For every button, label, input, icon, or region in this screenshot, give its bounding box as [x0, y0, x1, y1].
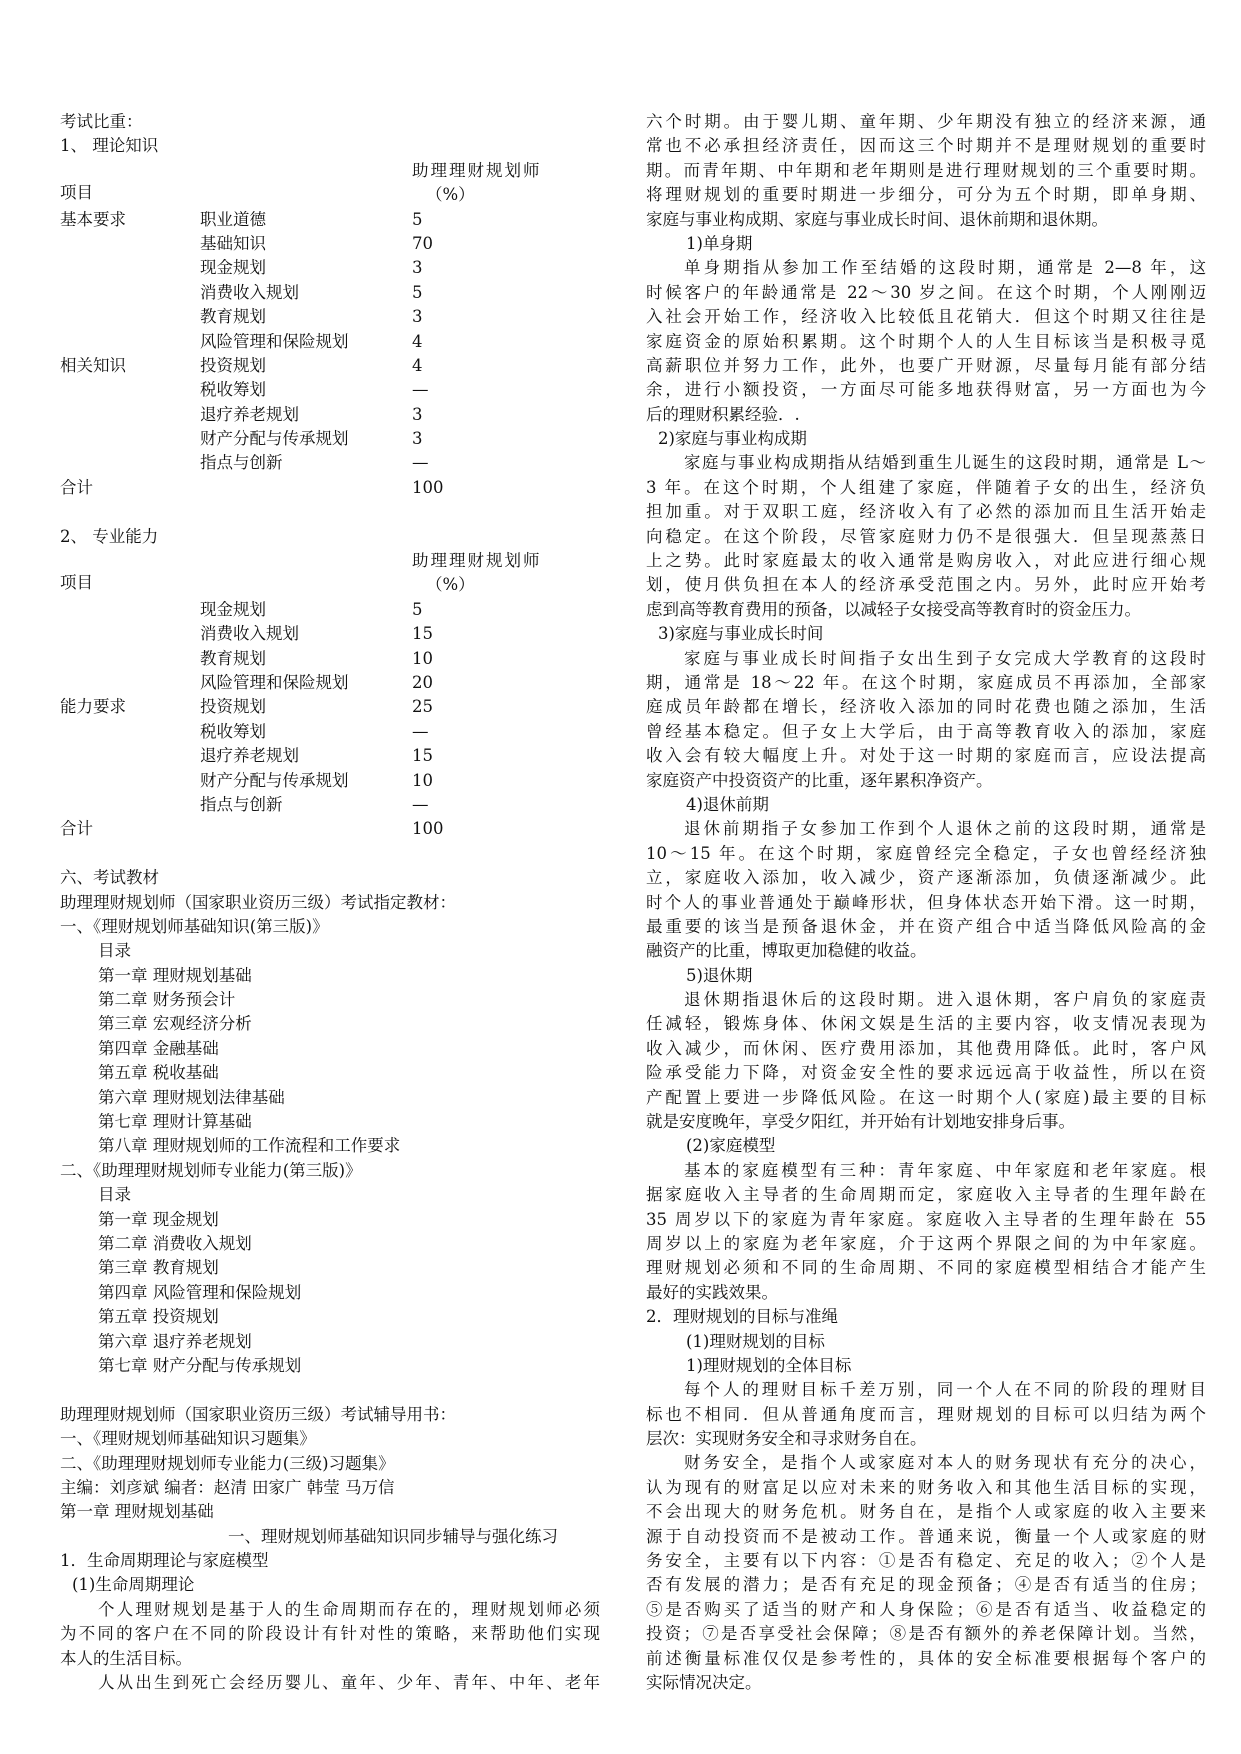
paragraph-line: 3 年。在这个时期，个人组建了家庭，伴随着子女的出生，经济负 [646, 477, 1206, 497]
guide-title: 助理理财规划师（国家职业资历三级）考试辅导用书： [60, 1404, 456, 1424]
paragraph-line: 家庭资产中投资资产的比重，逐年累积净资产。 [646, 770, 993, 790]
paragraph-line: 险承受能力下降，对资金安全性的要求远远高于收益性，所以在资 [646, 1063, 1206, 1083]
practice-title: 一、理财规划师基础知识同步辅导与强化练习 [228, 1526, 558, 1546]
table-row [60, 354, 600, 378]
row-value: — [412, 453, 429, 473]
ability-heading: 2、 专业能力 [60, 526, 159, 546]
paragraph-line: 前述衡量标准仅仅是参考性的，具体的安全标准要根据每个客户的 [646, 1648, 1206, 1668]
ability-total-row [60, 817, 600, 841]
row-value: 10 [412, 648, 433, 668]
life-stages-paragraph-start: 人从出生到死亡会经历婴儿、童年、少年、青年、中年、老年 [98, 1673, 600, 1693]
paragraph-line: 财务安全，是指个人或家庭对本人的财务现状有充分的决心， [684, 1453, 1206, 1473]
paragraph-line: 务安全，主要有以下内容：①是否有稳定、充足的收入；②个人是 [646, 1551, 1206, 1571]
paragraph-line: 单身期指从参加工作至结婚的这段时期，通常是 2—8 年，这 [684, 258, 1206, 278]
paragraph-line: 家庭与事业构成期、家庭与事业成长时间、退休前期和退休期。 [646, 209, 1108, 229]
paragraph-line: 标也不相同．但从普通角度而言，理财规划的目标可以归结为两个 [646, 1404, 1206, 1424]
paragraph-line: 期，通常是 18～22 年。在这个时期，家庭成员不再添加，全部家 [646, 672, 1206, 692]
guide-item-2: 二、《助理理财规划师专业能力(三级)习题集》 [60, 1453, 395, 1473]
paragraph-line: 周岁以上的家庭为老年家庭，介于这两个界限之间的为中年家庭。 [646, 1233, 1206, 1253]
editors-line: 主编：刘彦斌 编者：赵清 田家广 韩莹 马万信 [60, 1477, 395, 1497]
section-1-1-heading: (1)生命周期理论 [72, 1575, 195, 1595]
paragraph-line: 不会出现大的财务危机。财务自在，是指个人或家庭的收入主要来 [646, 1502, 1206, 1522]
row-item: 投资规划 [200, 697, 266, 717]
paragraph-line: 任减轻，锻炼身体、休闲文娱是生活的主要内容，收支情况表现为 [646, 1014, 1206, 1034]
paragraph-line: 认为现有的财富足以应对未来的财务收入和其他生活目标的实现， [646, 1477, 1206, 1497]
theory-heading: 1、 理论知识 [60, 136, 159, 156]
right-column [646, 110, 1206, 1695]
paragraph-line: 入社会开始工作，经济收入比较低且花销大．但这个时期又往往是 [646, 307, 1206, 327]
table-row [60, 598, 600, 622]
row-value: 15 [412, 746, 433, 766]
row-value: 5 [412, 599, 423, 619]
list-item: 第二章 消费收入规划 [98, 1234, 252, 1253]
list-item: 第七章 财产分配与传承规划 [98, 1355, 302, 1375]
row-value: 5 [412, 282, 423, 302]
row-item: 职业道德 [200, 209, 266, 229]
table-row [60, 403, 600, 427]
row-item: 财产分配与传承规划 [200, 770, 349, 790]
paragraph-line: ⑤是否购买了适当的财产和人身保险；⑥是否有适当、收益稳定的 [646, 1599, 1206, 1619]
list-item: 第三章 宏观经济分析 [98, 1014, 252, 1034]
paragraph-line: 最重要的该当是预备退休金，并在资产组合中适当降低风险高的金 [646, 916, 1206, 936]
ability-col-pct: 助理理财规划师 [412, 551, 542, 571]
paragraph-line: 退休前期指子女参加工作到个人退休之前的这段时期，通常是 [684, 819, 1206, 839]
ability-total-label: 合计 [60, 819, 93, 839]
paragraph-line: 个人理财规划是基于人的生命周期而存在的，理财规划师必须 [98, 1599, 600, 1619]
family-growth-heading: 3)家庭与事业成长时间 [658, 624, 824, 644]
row-value: — [412, 380, 429, 400]
row-value: 3 [412, 404, 423, 424]
table-row [60, 451, 600, 475]
paragraph-line: 将理财规划的重要时期进一步细分，可分为五个时期，即单身期、 [646, 185, 1206, 205]
list-item: 第七章 理财计算基础 [98, 1112, 252, 1132]
list-item: 第一章 理财规划基础 [98, 965, 252, 985]
materials-title: 六、考试教材 [60, 868, 159, 888]
list-item: 第五章 投资规划 [98, 1307, 219, 1327]
section-2-1-heading: (1)理财规划的目标 [686, 1331, 825, 1351]
row-category: 相关知识 [60, 355, 126, 375]
pre-retirement-heading: 4)退休前期 [686, 794, 769, 814]
paragraph-line: 每个人的理财目标千差万别，同一个人在不同的阶段的理财目 [684, 1380, 1206, 1400]
paragraph-line: 融资产的比重，博取更加稳健的收益。 [646, 941, 927, 961]
table-row [60, 305, 600, 329]
row-value: 3 [412, 307, 423, 327]
table-row [60, 695, 600, 719]
left-column [60, 110, 600, 1695]
family-model-paragraph [646, 1159, 1206, 1305]
exam-weight-title: 考试比重： [60, 112, 143, 131]
row-value: 3 [412, 258, 423, 278]
row-value: 10 [412, 770, 433, 790]
paragraph-line: 源于自动投资而不是被动工作。普通来说，衡量一个人或家庭的财 [646, 1526, 1206, 1546]
paragraph-line: 期。而青年期、中年期和老年期则是进行理财规划的三个重要时期。 [646, 160, 1206, 180]
row-item: 基础知识 [200, 233, 266, 253]
life-cycle-paragraph [60, 1598, 600, 1671]
table-row [60, 281, 600, 305]
theory-total-value: 100 [412, 477, 444, 497]
family-formation-paragraph [646, 451, 1206, 622]
paragraph-line: 否有发展的潜力；是否有充足的现金预备；④是否有适当的住房； [646, 1575, 1206, 1595]
intro-paragraph [646, 110, 1206, 232]
table-row [60, 208, 600, 232]
paragraph-line: 余，进行小额投资，一方面尽可能多地获得财富，另一方面也为今 [646, 380, 1206, 400]
paragraph-line: 本人的生活目标。 [60, 1648, 192, 1668]
paragraph-line: 立，家庭收入添加，收入减少，资产逐渐添加，负债逐渐减少。此 [646, 868, 1206, 888]
row-item: 税收筹划 [200, 721, 266, 741]
single-period-paragraph [646, 256, 1206, 427]
paragraph-line: 家庭与事业成长时间指子女出生到子女完成大学教育的这段时 [684, 648, 1206, 668]
list-item: 第六章 退疗养老规划 [98, 1331, 252, 1351]
table-row [60, 744, 600, 768]
paragraph-line: 退休期指退休后的这段时期。进入退休期，客户肩负的家庭责 [684, 990, 1206, 1010]
financial-security-paragraph [646, 1451, 1206, 1695]
paragraph-line: 收入减少，而休闲、医疗费用添加，其他费用降低。此时，客户风 [646, 1038, 1206, 1058]
section-1-heading: 1．生命周期理论与家庭模型 [60, 1551, 269, 1571]
row-value: 20 [412, 673, 433, 693]
section-2-heading: 2．理财规划的目标与准绳 [646, 1307, 838, 1327]
row-item: 风险管理和保险规划 [200, 673, 349, 693]
paragraph-line: 10～15 年。在这个时期，家庭曾经完全稳定，子女也曾经经济独 [646, 843, 1206, 863]
section-2-1-1-heading: 1)理财规划的全体目标 [686, 1355, 852, 1375]
table-row [60, 671, 600, 695]
ability-col-pct-unit: （%） [426, 575, 475, 595]
retirement-heading: 5)退休期 [686, 965, 753, 985]
paragraph-line: 六个时期。由于婴儿期、童年期、少年期没有独立的经济来源，通 [646, 112, 1206, 131]
paragraph-line: 划，使月供负担在本人的经济承受范围之内。另外，此时应开始考 [646, 575, 1206, 595]
row-item: 消费收入规划 [200, 624, 299, 644]
paragraph-line: 向稳定。在这个阶段，尽管家庭财力仍不是很强大．但呈现蒸蒸日 [646, 526, 1206, 546]
retirement-paragraph [646, 988, 1206, 1134]
table-row [60, 256, 600, 280]
row-item: 风险管理和保险规划 [200, 331, 349, 351]
row-item: 现金规划 [200, 599, 266, 619]
theory-total-label: 合计 [60, 477, 93, 497]
row-item: 指点与创新 [200, 794, 283, 814]
row-item: 教育规划 [200, 648, 266, 668]
theory-table [60, 208, 600, 476]
row-value: 4 [412, 355, 423, 375]
paragraph-line: 实际情况决定。 [646, 1673, 762, 1692]
paragraph-line: 就是安度晚年，享受夕阳红，并开始有计划地安排身后事。 [646, 1112, 1075, 1132]
paragraph-line: 投资；⑦是否享受社会保障；⑧是否有额外的养老保障计划。当然， [646, 1624, 1206, 1644]
row-item: 财产分配与传承规划 [200, 429, 349, 449]
pre-retirement-paragraph [646, 817, 1206, 963]
theory-col-item: 项目 [60, 182, 93, 202]
row-value: 4 [412, 331, 423, 351]
row-value: — [412, 721, 429, 741]
paragraph-line: 庭成员年龄都在增长，经济收入添加的同时花费也随之添加，生活 [646, 697, 1206, 717]
single-period-heading: 1)单身期 [686, 233, 753, 253]
row-item: 教育规划 [200, 307, 266, 327]
table-row [60, 647, 600, 671]
table-row [60, 427, 600, 451]
guide-item-1: 一、《理财规划师基础知识习题集》 [60, 1429, 316, 1449]
family-formation-heading: 2)家庭与事业构成期 [658, 429, 807, 449]
materials-subtitle: 助理理财规划师（国家职业资历三级）考试指定教材： [60, 892, 456, 912]
paragraph-line: 常也不必承担经济责任，因而这三个时期并不是理财规划的重要时 [646, 136, 1206, 156]
paragraph-line: 上之势。此时家庭最太的收入通常是购房收入，对此应进行细心规 [646, 551, 1206, 571]
paragraph-line: 时候客户的年龄通常是 22～30 岁之间。在这个时期，个人刚刚迈 [646, 282, 1206, 302]
row-item: 指点与创新 [200, 453, 283, 473]
book2-toc-label: 目录 [98, 1185, 131, 1205]
table-row [60, 720, 600, 744]
paragraph-line: 家庭资金的原始积累期。这个时期个人的人生目标该当是积极寻觅 [646, 331, 1206, 351]
paragraph-line: 基本的家庭模型有三种：青年家庭、中年家庭和老年家庭。根 [684, 1160, 1206, 1180]
row-value: 5 [412, 209, 423, 229]
ability-table [60, 598, 600, 818]
ability-table-header [60, 549, 600, 598]
paragraph-line: 曾经基本稳定。但子女上大学后，由于高等教育收入的添加，家庭 [646, 721, 1206, 741]
row-item: 税收筹划 [200, 380, 266, 400]
row-value: 15 [412, 624, 433, 644]
book1-title: 一、《理财规划师基础知识(第三版)》 [60, 916, 329, 936]
paragraph-line: 担加重。对于双职工庭，经济收入有了必然的添加而且生活开始走 [646, 502, 1206, 522]
row-value: 3 [412, 429, 423, 449]
list-item: 第一章 现金规划 [98, 1209, 219, 1229]
ability-col-item: 项目 [60, 573, 93, 593]
table-row [60, 378, 600, 402]
paragraph-line: 35 周岁以下的家庭为青年家庭。家庭收入主导者的生理年龄在 55 [646, 1209, 1206, 1229]
paragraph-line: 收入会有较大幅度上升。对处于这一时期的家庭而言，应设法提高 [646, 746, 1206, 766]
theory-table-header [60, 159, 600, 208]
paragraph-line: 后的理财积累经验．. [646, 404, 800, 424]
book1-chapter-list [60, 964, 600, 1159]
paragraph-line: 虑到高等教育费用的预备，以减轻子女接受高等教育时的资金压力。 [646, 599, 1141, 619]
paragraph-line: 产配置上要进一步降低风险。在这一时期个人(家庭)最主要的目标 [646, 1087, 1206, 1107]
row-category: 能力要求 [60, 697, 126, 717]
table-row [60, 232, 600, 256]
family-growth-paragraph [646, 647, 1206, 793]
row-item: 现金规划 [200, 258, 266, 278]
book2-chapter-list [60, 1208, 600, 1379]
paragraph-line: 最好的实践效果。 [646, 1282, 778, 1302]
row-value: — [412, 794, 429, 814]
table-row [60, 769, 600, 793]
table-row [60, 622, 600, 646]
row-value: 25 [412, 697, 433, 717]
paragraph-line: 层次：实现财务安全和寻求财务自在。 [646, 1429, 927, 1449]
book1-toc-label: 目录 [98, 941, 131, 961]
table-row [60, 330, 600, 354]
row-value: 70 [412, 233, 433, 253]
theory-col-pct: 助理理财规划师 [412, 160, 542, 180]
row-category: 基本要求 [60, 209, 126, 229]
list-item: 第四章 风险管理和保险规划 [98, 1282, 302, 1302]
theory-total-row [60, 476, 600, 500]
paragraph-line: 家庭与事业构成期指从结婚到重生儿诞生的这段时期，通常是 L～ [684, 453, 1206, 473]
list-item: 第五章 税收基础 [98, 1063, 219, 1083]
theory-col-pct-unit: （%） [426, 185, 475, 205]
paragraph-line: 高薪职位并努力工作，此外，也要广开财源，尽量每月能有部分结 [646, 355, 1206, 375]
book2-title: 二、《助理理财规划师专业能力(第三版)》 [60, 1160, 362, 1180]
family-model-heading: (2)家庭模型 [686, 1136, 776, 1156]
row-item: 消费收入规划 [200, 282, 299, 302]
goals-paragraph [646, 1378, 1206, 1451]
ability-total-value: 100 [412, 819, 444, 839]
paragraph-line: 理财规划必须和不同的生命周期、不同的家庭模型相结合才能产生 [646, 1258, 1206, 1278]
list-item: 第八章 理财规划师的工作流程和工作要求 [98, 1136, 401, 1156]
list-item: 第四章 金融基础 [98, 1038, 219, 1058]
list-item: 第六章 理财规划法律基础 [98, 1087, 285, 1107]
list-item: 第二章 财务预会计 [98, 990, 236, 1010]
row-item: 退疗养老规划 [200, 404, 299, 424]
table-row [60, 793, 600, 817]
row-item: 投资规划 [200, 355, 266, 375]
row-item: 退疗养老规划 [200, 746, 299, 766]
paragraph-line: 据家庭收入主导者的生命周期而定，家庭收入主导者的生理年龄在 [646, 1185, 1206, 1205]
chapter1-heading: 第一章 理财规划基础 [60, 1502, 214, 1522]
paragraph-line: 时个人的事业普通处于巅峰形状，但身体状态开始下滑。这一时期， [646, 892, 1206, 912]
list-item: 第三章 教育规划 [98, 1258, 219, 1278]
paragraph-line: 为不同的客户在不同的阶段设计有针对性的策略，来帮助他们实现 [60, 1624, 600, 1644]
